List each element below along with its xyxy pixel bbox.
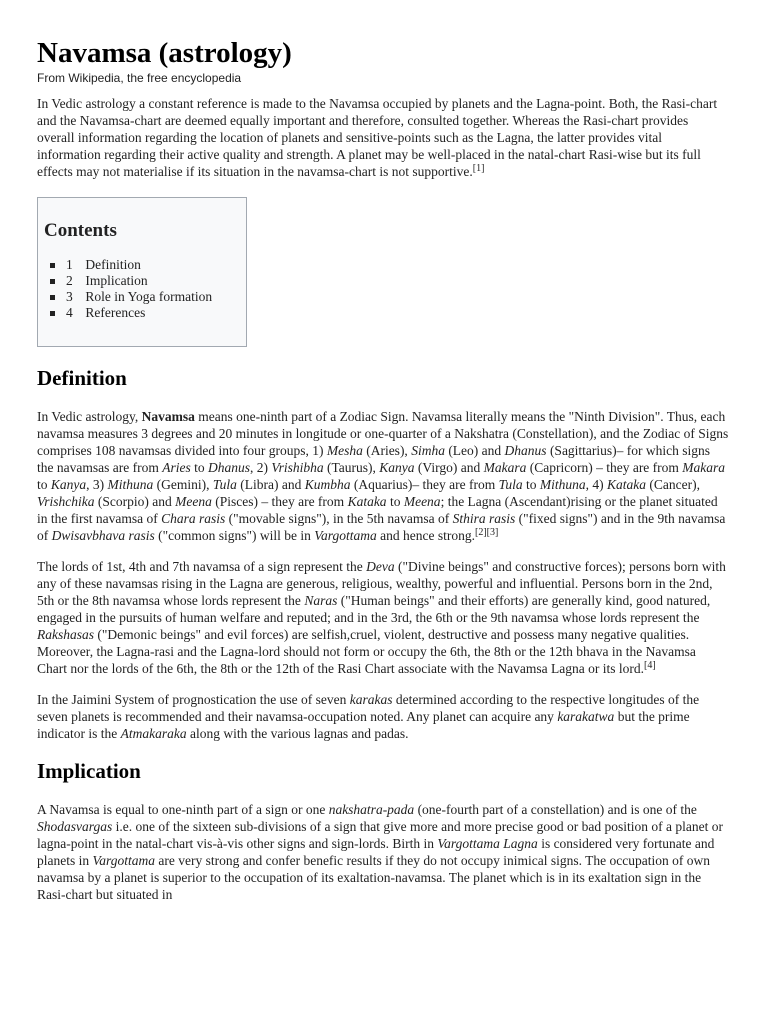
definition-paragraph-1: In Vedic astrology, Navamsa means one-ninth part of a Zodiac Sign. Navamsa literally means the "Ninth Division". Thus, each navamsa measures 3 degrees and 20 minutes in longitude or one-quarter of a Nakshatra (Constellation), and the Zodiac of Signs comprises 108 navamsas divided into four groups, 1) Mesha (Aries), Simha (Leo) and Dhanus (Sagittarius)– for which signs the navamsas are from Aries to Dhanus, 2) Vrishibha (Taurus), Kanya (Virgo) and Makara (Capricorn) – they are from Makara to Kanya, 3) Mithuna (Gemini), Tula (Libra) and Kumbha (Aquarius)– they are from Tula to Mithuna, 4) Kataka (Cancer), Vrishchika (Scorpio) and Meena (Pisces) – they are from Kataka to Meena; the Lagna (Ascendant)rising or the planet situated in the first navamsa of Chara rasis ("movable signs"), in the 5th navamsa of Sthira rasis ("fixed signs") and in the 9th navamsa of Dwisavbhava rasis ("common signs") will be in Vargottama and hence strong.[2][3] bbox=[37, 409, 729, 543]
article bbox=[37, 0, 729, 903]
definition-paragraph-2: The lords of 1st, 4th and 7th navamsa of a sign represent the Deva ("Divine beings" and constructive forces); persons born with any of these navamsas rising in the Lagna are generous, religious, wealthy, powerful and influential. Persons born in the 2nd, 5th or the 8th navamsa whose lords represent the Naras ("Human beings" and their efforts) are generally kind, good natured, engaged in the pursuits of human welfare and reputed; and in the 3rd, the 6th or the 9th navamsa whose lords represent the Rakshasas ("Demonic beings" and evil forces) are selfish,cruel, violent, destructive and possess many negative qualities. Moreover, the Lagna-rasi and the Lagna-lord should not form or occupy the 6th, the 8th or the 12th bhava in the Navamsa Chart nor the lords of the 6th, the 8th or the 12th of the Rasi Chart associate with the Navamsa Lagna or its lord.[4] bbox=[37, 559, 726, 676]
section-heading-definition: Definition bbox=[37, 366, 127, 390]
implication-paragraph-1: A Navamsa is equal to one-ninth part of a sign or one nakshatra-pada (one-fourth part of a constellation) and is one of the Shodasvargas i.e. one of the sixteen sub-divisions of a sign that give more and more precise good or bad position of a planet or lagna-point in the natal-chart vis-à-vis other signs and sign-lords. Birth in Vargottama Lagna is considered very fortunate and planets in Vargottama are very strong and confer benefic results if they do not occupy inimical signs. The occupation of own navamsa by a planet is superior to the occupation of its exaltation-navamsa. The planet which is in its exaltation sign in the Rasi-chart but situated in bbox=[37, 802, 723, 902]
toc-item-implication[interactable]: 2 Implication bbox=[66, 273, 246, 289]
toc-title: Contents bbox=[44, 220, 117, 241]
citation-link[interactable]: [2][3] bbox=[475, 527, 499, 538]
section-heading-implication: Implication bbox=[37, 759, 141, 783]
tagline: From Wikipedia, the free encyclopedia bbox=[37, 71, 242, 85]
toc-list bbox=[44, 257, 246, 321]
definition-paragraph-3: In the Jaimini System of prognostication the use of seven karakas determined according to the respective longitudes of the seven planets is recommended and their navamsa-occupation noted. Any planet can acquire any karakatwa but the prime indicator is the Atmakaraka along with the various lagnas and padas. bbox=[37, 692, 700, 741]
table-of-contents bbox=[37, 197, 247, 347]
page-title: Navamsa (astrology) bbox=[37, 37, 292, 69]
citation-link[interactable]: [4] bbox=[644, 660, 656, 671]
citation-link[interactable]: [1] bbox=[472, 163, 485, 174]
toc-item-role-in-yoga-formation[interactable]: 3 Role in Yoga formation bbox=[66, 289, 246, 305]
toc-item-definition[interactable]: 1 Definition bbox=[66, 257, 246, 273]
toc-item-references[interactable]: 4 References bbox=[66, 305, 246, 321]
intro-paragraph: In Vedic astrology a constant reference is made to the Navamsa occupied by planets and the Lagna-point. Both, the Rasi-chart and the Navamsa-chart are deemed equally important and therefore, consulted together. Whereas the Rasi-chart provides overall information regarding the location of planets and sensitive-points such as the Lagna, the latter provides vital information regarding their active quality and strength. A planet may be well-placed in the natal-chart Rasi-wise but its full effects may not materialise if its situation in the navamsa-chart is not supportive.[1] bbox=[37, 96, 718, 179]
